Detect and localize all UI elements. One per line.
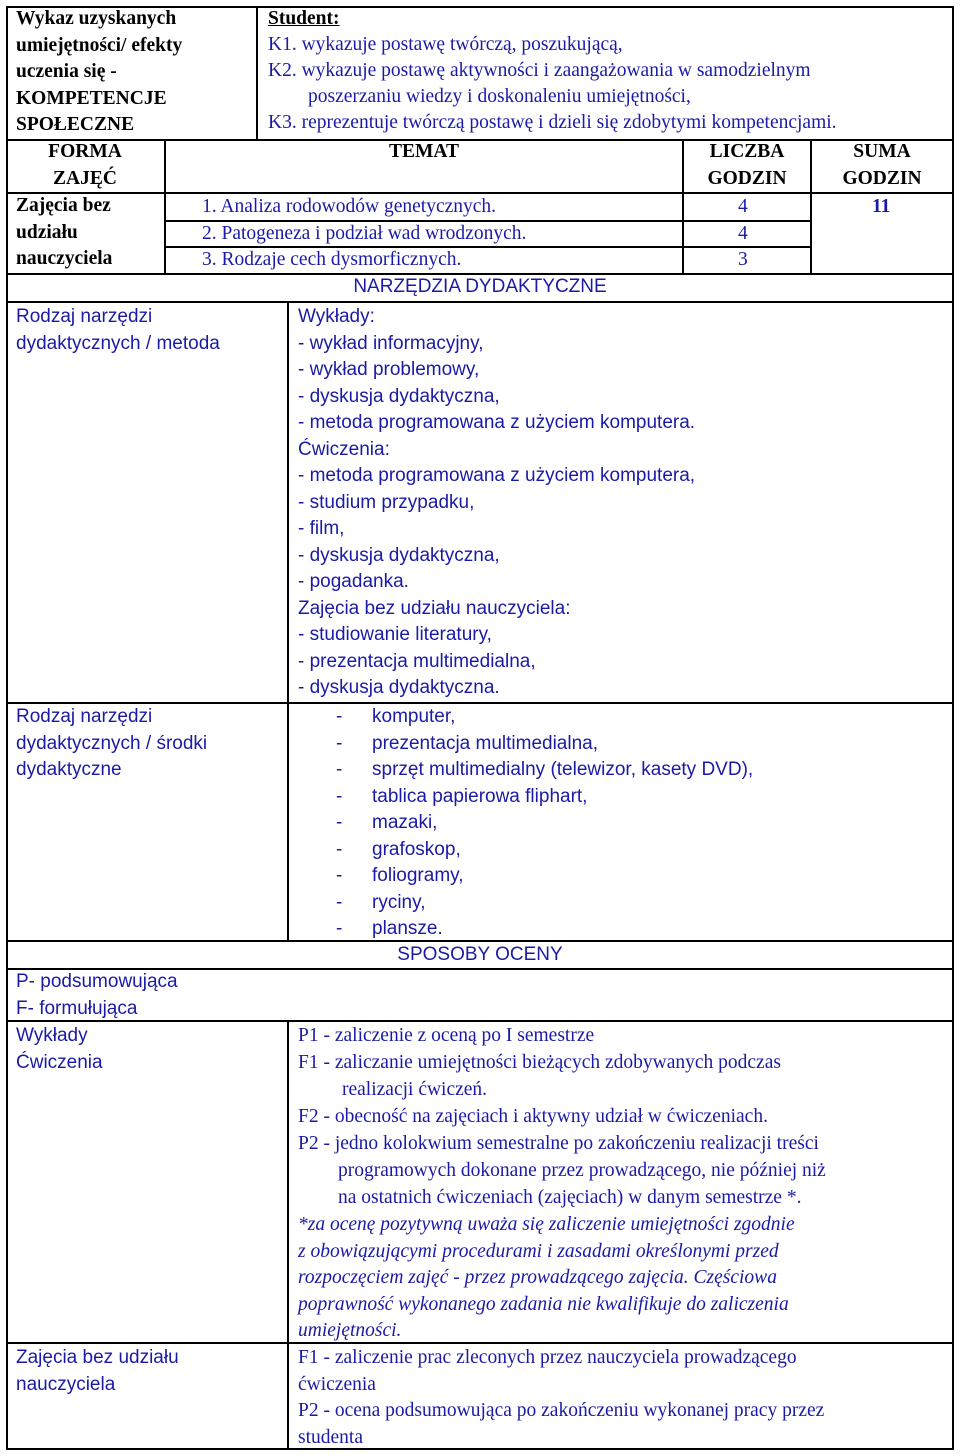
topic-hours: 4 <box>738 223 748 244</box>
list-item <box>336 863 464 890</box>
competences-label <box>16 6 182 139</box>
dash-bullet: - <box>336 706 343 727</box>
means-item: sprzęt multimedialny (telewizor, kasety DVD), <box>372 759 754 780</box>
header-line: FORMA <box>48 141 122 162</box>
competence-k1: K1. wykazuje postawę twórczą, poszukującą, <box>268 34 623 55</box>
assessment-item: F2 - obecność na zajęciach i aktywny udział w ćwiczeniach. <box>298 1106 768 1127</box>
header-line: ZAJĘĆ <box>53 167 117 189</box>
methods-list <box>298 304 695 702</box>
total-hours: 11 <box>872 196 891 217</box>
means-item: tablica papierowa fliphart, <box>372 785 588 807</box>
label-line: uczenia się - <box>16 61 117 82</box>
topic-item: 1. Analiza rodowodów genetycznych. <box>202 196 497 217</box>
topic-item: 3. Rodzaje cech dysmorficznych. <box>202 249 462 270</box>
header-line: SUMA <box>853 141 911 162</box>
dash-bullet: - <box>336 759 343 780</box>
exercises-heading: Ćwiczenia: <box>298 438 390 460</box>
divider-v <box>287 1020 289 1450</box>
topic-hours: 4 <box>738 196 748 217</box>
list-item <box>336 890 426 917</box>
label-line: Wykłady <box>16 1025 88 1046</box>
liczba-godzin-header <box>684 139 810 192</box>
assessment-note <box>298 1212 795 1345</box>
header-line: GODZIN <box>707 167 787 189</box>
means-item: mazaki, <box>372 812 438 833</box>
list-item <box>336 757 754 784</box>
dash-bullet: - <box>336 732 343 754</box>
label-line: Wykaz uzyskanych <box>16 8 177 29</box>
assessment-item: F1 - zaliczanie umiejętności bieżących zdobywanych podczas <box>298 1052 781 1073</box>
list-item <box>336 784 588 811</box>
divider-h <box>6 301 954 303</box>
self-study-assessment-label <box>16 1345 179 1398</box>
tools-title: NARZĘDZIA DYDAKTYCZNE <box>353 276 607 297</box>
legend-line: F- formułująca <box>16 997 138 1019</box>
assessment-item: P2 - ocena podsumowująca po zakończeniu wykonanej pracy przez <box>298 1400 825 1421</box>
self-study-heading: Zajęcia bez udziału nauczyciela: <box>298 597 571 619</box>
student-label: Student <box>268 8 334 29</box>
list-item: - metoda programowana z użyciem komputera, <box>298 465 696 486</box>
list-item: - wykład problemowy, <box>298 359 480 380</box>
means-list <box>336 704 754 943</box>
student-colon: : <box>333 8 340 29</box>
self-study-assessment-list <box>298 1345 824 1451</box>
divider-v <box>256 6 258 140</box>
list-item: - dyskusja dydaktyczna, <box>298 544 500 566</box>
dash-bullet: - <box>336 918 343 939</box>
label-line: umiejętności/ efekty <box>16 34 183 56</box>
header-line: LICZBA <box>709 141 785 162</box>
assessment-item: realizacji ćwiczeń. <box>342 1079 488 1100</box>
means-label <box>16 704 207 784</box>
dash-bullet: - <box>336 891 343 913</box>
border-right <box>952 6 954 1450</box>
means-item: prezentacja multimedialna, <box>372 732 599 754</box>
list-item <box>336 837 461 864</box>
means-item: plansze. <box>372 918 443 939</box>
note-line: rozpoczęciem zajęć - przez prowadzącego zajęcia. Częściowa <box>298 1267 777 1288</box>
list-item <box>336 704 456 731</box>
list-item <box>336 810 438 837</box>
list-item: - studiowanie literatury, <box>298 624 492 645</box>
label-line: SPOŁECZNE <box>16 114 135 135</box>
assessment-item: programowych dokonane przez prowadzącego, nie później niż <box>338 1160 826 1181</box>
list-item: - metoda programowana z użyciem komputera. <box>298 412 696 433</box>
methods-label <box>16 304 220 357</box>
assessment-item: studenta <box>298 1426 363 1448</box>
legend-line: P- podsumowująca <box>16 971 178 992</box>
means-item: ryciny, <box>372 891 426 913</box>
competence-k3: K3. reprezentuje twórczą postawę i dzieli się zdobytymi kompetencjami. <box>268 112 837 133</box>
border-left <box>6 6 8 1450</box>
list-item: - dyskusja dydaktyczna, <box>298 385 500 407</box>
note-line: z obowiązującymi procedurami i zasadami określonymi przed <box>298 1240 779 1262</box>
note-line: poprawność wykonanego zadania nie kwalifikuje do zaliczenia <box>298 1293 789 1315</box>
list-item: - wykład informacyjny, <box>298 332 484 354</box>
assessment-item: F1 - zaliczenie prac zleconych przez nauczyciela prowadzącego <box>298 1347 797 1368</box>
assessment-item: P1 - zaliczenie z oceną po I semestrze <box>298 1025 595 1046</box>
list-item: - prezentacja multimedialna, <box>298 650 536 672</box>
topic-hours: 3 <box>738 249 748 270</box>
assessment-item: na ostatnich ćwiczeniach (zajęciach) w danym semestrze *. <box>338 1187 802 1208</box>
assessment-legend <box>16 969 178 1022</box>
list-item: - pogadanka. <box>298 571 409 592</box>
label-line: nauczyciela <box>16 1373 116 1395</box>
dash-bullet: - <box>336 865 343 886</box>
assessment-title: SPOSOBY OCENY <box>397 944 563 965</box>
list-item <box>336 916 443 943</box>
self-study-row-label <box>16 193 112 273</box>
assessment-item: P2 - jedno kolokwium semestralne po zakończeniu realizacji treści <box>298 1133 819 1154</box>
list-item: - dyskusja dydaktyczna. <box>298 677 500 698</box>
list-item: - studium przypadku, <box>298 491 475 513</box>
dash-bullet: - <box>336 812 343 833</box>
label-line: dydaktycznych / metoda <box>16 332 220 354</box>
lectures-heading: Wykłady: <box>298 306 375 327</box>
label-line: Rodzaj narzędzi <box>16 306 153 327</box>
label-line: udziału <box>16 221 78 243</box>
temat-header: TEMAT <box>388 141 460 162</box>
student-heading <box>268 6 340 33</box>
note-line: umiejętności. <box>298 1320 402 1341</box>
competence-k2-cont: poszerzaniu wiedzy i doskonaleniu umiejętności, <box>308 86 691 107</box>
note-line: *za ocenę pozytywną uważa się zaliczenie umiejętności zgodnie <box>298 1214 795 1235</box>
label-line: Ćwiczenia <box>16 1051 103 1073</box>
means-item: komputer, <box>372 706 456 727</box>
dash-bullet: - <box>336 785 343 807</box>
lectures-exercises-label <box>16 1023 103 1076</box>
label-line: Rodzaj narzędzi <box>16 706 153 727</box>
label-line: KOMPETENCJE <box>16 87 167 109</box>
header-line: GODZIN <box>842 167 922 189</box>
suma-godzin-header <box>812 139 952 192</box>
dash-bullet: - <box>336 838 343 860</box>
forma-zajec-header <box>6 139 164 192</box>
label-line: dydaktyczne <box>16 759 122 780</box>
assessment-item: ćwiczenia <box>298 1373 376 1395</box>
list-item <box>336 731 599 758</box>
divider-v <box>287 301 289 941</box>
label-line: nauczyciela <box>16 248 113 269</box>
means-item: grafoskop, <box>372 838 461 860</box>
competence-k2: K2. wykazuje postawę aktywności i zaangażowania w samodzielnym <box>268 60 811 81</box>
label-line: Zajęcia bez udziału <box>16 1347 179 1368</box>
topic-item: 2. Patogeneza i podział wad wrodzonych. <box>202 223 527 244</box>
list-item: - film, <box>298 518 345 539</box>
means-item: foliogramy, <box>372 865 464 886</box>
label-line: Zajęcia bez <box>16 195 111 216</box>
label-line: dydaktycznych / środki <box>16 732 208 754</box>
